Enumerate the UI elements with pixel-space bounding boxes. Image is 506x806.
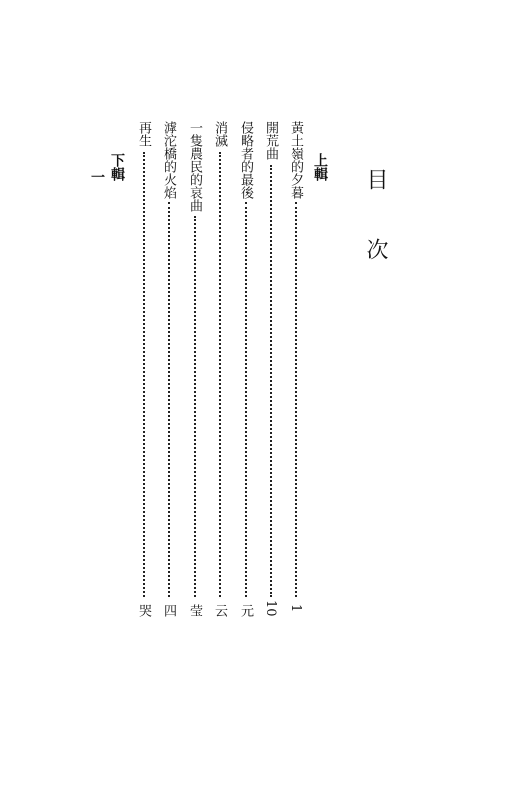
toc-entry-title: 一隻農民的哀曲: [187, 121, 202, 212]
dot-leader: [194, 216, 196, 597]
dot-leader: [219, 152, 221, 597]
toc-entry-page: 四: [161, 604, 176, 617]
toc-title-char-1: 目: [363, 168, 388, 190]
dot-leader: [270, 165, 272, 597]
toc-entry-title: 開荒曲: [263, 121, 278, 160]
toc-entry-page: 哭: [136, 604, 151, 617]
section-heading-upper: 上輯: [312, 153, 328, 181]
section-heading-lower: 下輯: [109, 153, 125, 181]
toc-entry-page: 莹: [187, 604, 202, 617]
toc-title-char-2: 次: [363, 238, 388, 260]
toc-entry-page: 元: [238, 604, 253, 617]
dot-leader: [295, 202, 297, 597]
toc-entry-title: 再生: [136, 121, 151, 147]
toc-entry-page: 云: [212, 604, 227, 617]
toc-entry-title: 消滅: [212, 121, 227, 147]
toc-entry-title: 侵略者的最後: [238, 121, 253, 199]
toc-entry-title: 滹沱橋的火焰: [161, 121, 176, 199]
dot-leader: [143, 152, 145, 597]
section-heading-lower-mark: 一: [89, 170, 105, 184]
dot-leader: [168, 202, 170, 597]
toc-entry-title: 黃土嶺的夕暮: [288, 121, 303, 199]
dot-leader: [245, 202, 247, 597]
toc-entry-page: 10: [263, 600, 278, 617]
toc-entry-page: 1: [288, 604, 303, 613]
